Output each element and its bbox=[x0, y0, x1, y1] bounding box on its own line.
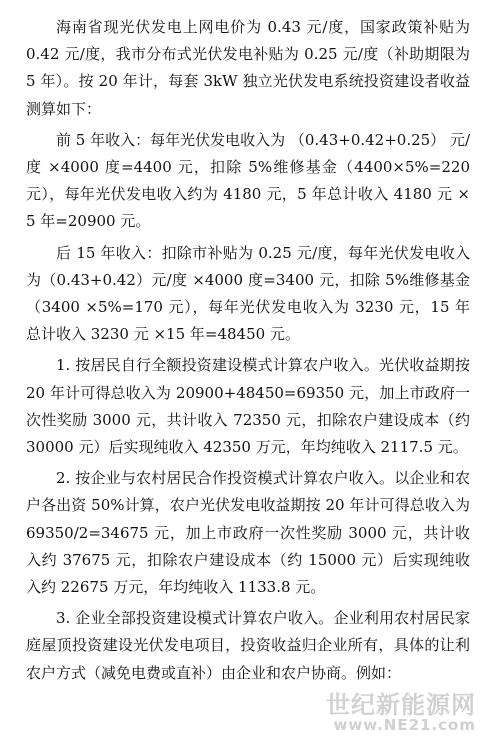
paragraph-enterprise-resident-cooperation: 2. 按企业与农村居民合作投资模式计算农户收入。以企业和农户各出资 50%计算，农户光伏发电收益期按 20 年计可得总收入为 69350/2=34675 元，加上市政府一次性奖励 3000 元，共计收入约 37675 元，扣除农户建设成本（约 15000 元）后实现纯收入约 22675 万元，年均纯收入 1133.8 元。 bbox=[26, 469, 470, 597]
paragraph-feed-in-tariff: 海南省现光伏发电上网电价为 0.43 元/度，国家政策补贴为 0.42 元/度，我市分布式光伏发电补贴为 0.25 元/度（补助期限为 5 年）。按 20 年计，每套 3kW 独立光伏发电系统投资建设者收益测算如下： bbox=[26, 18, 470, 118]
paragraph-enterprise-full-investment: 3. 企业全部投资建设模式计算农户收入。企业利用农村居民家庭屋顶投资建设光伏发电项目，投资收益归企业所有，具体的让利农户方式（减免电费或直补）由企业和农户协商。例如： bbox=[26, 609, 470, 682]
watermark bbox=[326, 693, 476, 734]
watermark-title: 世纪新能源网 bbox=[326, 691, 476, 720]
paragraph-later-15-years-income: 后 15 年收入：扣除市补贴为 0.25 元/度，每年光伏发电收入为（0.43+0.42）元/度 ×4000 度=3400 元，扣除 5%维修基金（3400 ×5%=170 元），每年光伏发电收入为 3230 元，15 年总计收入 3230 元 ×15 年=48450 元。 bbox=[26, 243, 470, 344]
paragraph-first-5-years-income: 前 5 年收入：每年光伏发电收入为 （0.43+0.42+0.25） 元/度 ×4000 度=4400 元，扣除 5%维修基金（4400×5%=220 元），每年光伏发电收入约为 4180 元，5 年总计收入 4180 元 × 5 年=20900 元。 bbox=[26, 130, 471, 231]
paragraph-resident-self-investment: 1. 按居民自行全额投资建设模式计算农户收入。光伏收益期按 20 年计可得总收入为 20900+48450=69350 元，加上市政府一次性奖励 3000 元，共计收入 72350 元，扣除农户建设成本（约 30000 元）后实现纯收入 42350 万元，年均纯收入 2117.5 元。 bbox=[26, 356, 470, 457]
watermark-url: www.NE21.com bbox=[333, 716, 476, 735]
document-body bbox=[26, 14, 470, 691]
